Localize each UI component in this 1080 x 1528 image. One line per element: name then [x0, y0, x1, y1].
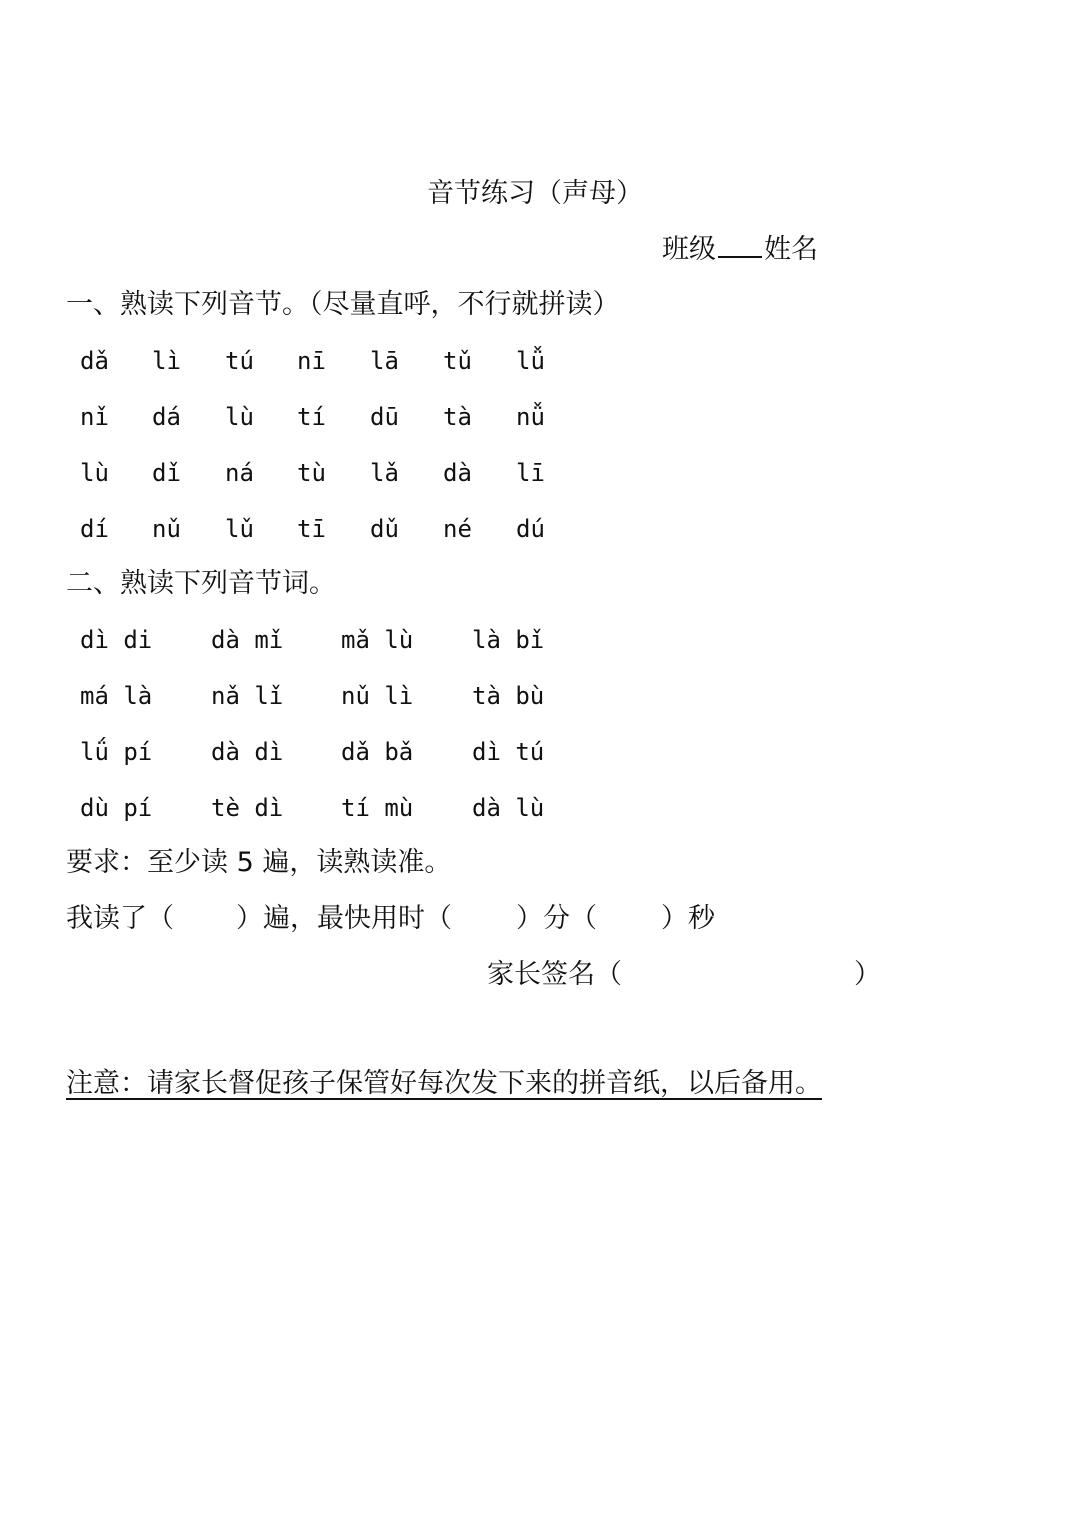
- syllable: ná: [225, 459, 254, 487]
- pinyin-word: dǎ bǎ: [341, 738, 414, 766]
- section1-heading: 一、熟读下列音节。（尽量直呼，不行就拼读）: [66, 289, 620, 320]
- syllable: lā: [370, 347, 399, 375]
- pinyin-word: tí mù: [341, 794, 414, 822]
- class-blank[interactable]: [718, 232, 762, 258]
- syllable: lù: [225, 403, 254, 431]
- record-part1: 我读了（: [66, 903, 174, 934]
- syllable: dú: [516, 515, 545, 543]
- syllable: lī: [516, 459, 545, 487]
- syllable: dū: [370, 403, 399, 431]
- reading-record-line: [66, 901, 715, 937]
- syllable: tú: [225, 347, 254, 375]
- syllable: lǎ: [370, 459, 399, 487]
- record-part3: ）分（: [516, 903, 597, 934]
- syllable: tà: [443, 403, 472, 431]
- class-name-line: [662, 232, 818, 268]
- pinyin-word: má là: [80, 682, 153, 710]
- syllable: né: [443, 515, 472, 543]
- pinyin-word: là bǐ: [472, 626, 545, 654]
- page-title: 音节练习（声母）: [427, 178, 643, 209]
- pinyin-word: tà bù: [472, 682, 545, 710]
- syllable: nǔ: [152, 515, 181, 543]
- name-label: 姓名: [764, 234, 818, 265]
- syllable: dǎ: [80, 347, 109, 375]
- syllable: dà: [443, 459, 472, 487]
- pinyin-word: mǎ lù: [341, 626, 414, 654]
- syllable: lǔ: [225, 515, 254, 543]
- record-part4: ）秒: [661, 903, 715, 934]
- pinyin-word: nǎ lǐ: [211, 682, 284, 710]
- syllable: dǐ: [152, 459, 181, 487]
- pinyin-word: dù pí: [80, 794, 153, 822]
- syllable: lǚ: [516, 347, 545, 375]
- pinyin-word: dì tú: [472, 738, 545, 766]
- syllable: nī: [297, 347, 326, 375]
- pinyin-word: nǔ lì: [341, 682, 414, 710]
- syllable: lì: [152, 347, 181, 375]
- syllable: dá: [152, 403, 181, 431]
- parent-note: 注意：请家长督促孩子保管好每次发下来的拼音纸，以后备用。: [66, 1068, 822, 1099]
- syllable: nǐ: [80, 403, 109, 431]
- syllable: lù: [80, 459, 109, 487]
- section2-heading: 二、熟读下列音节词。: [66, 568, 336, 599]
- syllable: tǔ: [443, 347, 472, 375]
- syllable: nǚ: [516, 403, 545, 431]
- pinyin-word: dì di: [80, 626, 153, 654]
- pinyin-word: tè dì: [211, 794, 284, 822]
- signature-label: 家长签名（: [487, 959, 622, 990]
- pinyin-word: dà dì: [211, 738, 284, 766]
- signature-close: ）: [854, 959, 881, 990]
- parent-signature-line: [487, 957, 881, 993]
- class-label: 班级: [662, 234, 716, 265]
- pinyin-word: lǘ pí: [80, 738, 153, 766]
- requirement-text: 要求：至少读 5 遍，读熟读准。: [66, 847, 452, 878]
- pinyin-word: dà mǐ: [211, 626, 284, 654]
- pinyin-word: dà lù: [472, 794, 545, 822]
- syllable: tí: [297, 403, 326, 431]
- syllable: dí: [80, 515, 109, 543]
- syllable: tù: [297, 459, 326, 487]
- syllable: tī: [297, 515, 326, 543]
- record-part2: ）遍，最快用时（: [236, 903, 452, 934]
- syllable: dǔ: [370, 515, 399, 543]
